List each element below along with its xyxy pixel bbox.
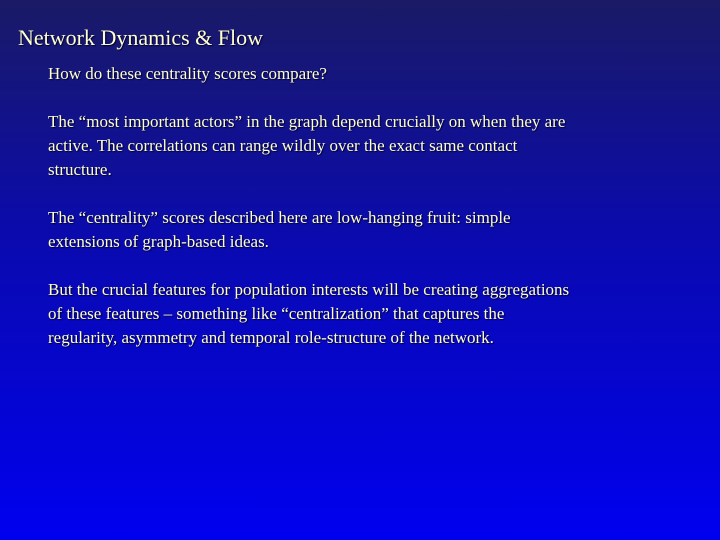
text-line: of these features – something like “centralization” that captures the (48, 304, 505, 323)
paragraph-important-actors (48, 110, 688, 182)
paragraph-question (48, 62, 688, 86)
paragraph-aggregations (48, 278, 688, 350)
paragraph-centrality-scores (48, 206, 688, 254)
text-line: The “most important actors” in the graph depend crucially on when they are (48, 112, 566, 131)
text-line: regularity, asymmetry and temporal role-structure of the network. (48, 328, 494, 347)
slide-body (48, 62, 688, 374)
text-line: But the crucial features for population interests will be creating aggregations (48, 280, 570, 299)
slide-title: Network Dynamics & Flow (18, 25, 264, 50)
text-line: The “centrality” scores described here are low-hanging fruit: simple (48, 208, 511, 227)
text-line: active. The correlations can range wildly over the exact same contact (48, 136, 518, 155)
text-line: How do these centrality scores compare? (48, 64, 327, 83)
text-line: structure. (48, 160, 112, 179)
text-line: extensions of graph-based ideas. (48, 232, 269, 251)
